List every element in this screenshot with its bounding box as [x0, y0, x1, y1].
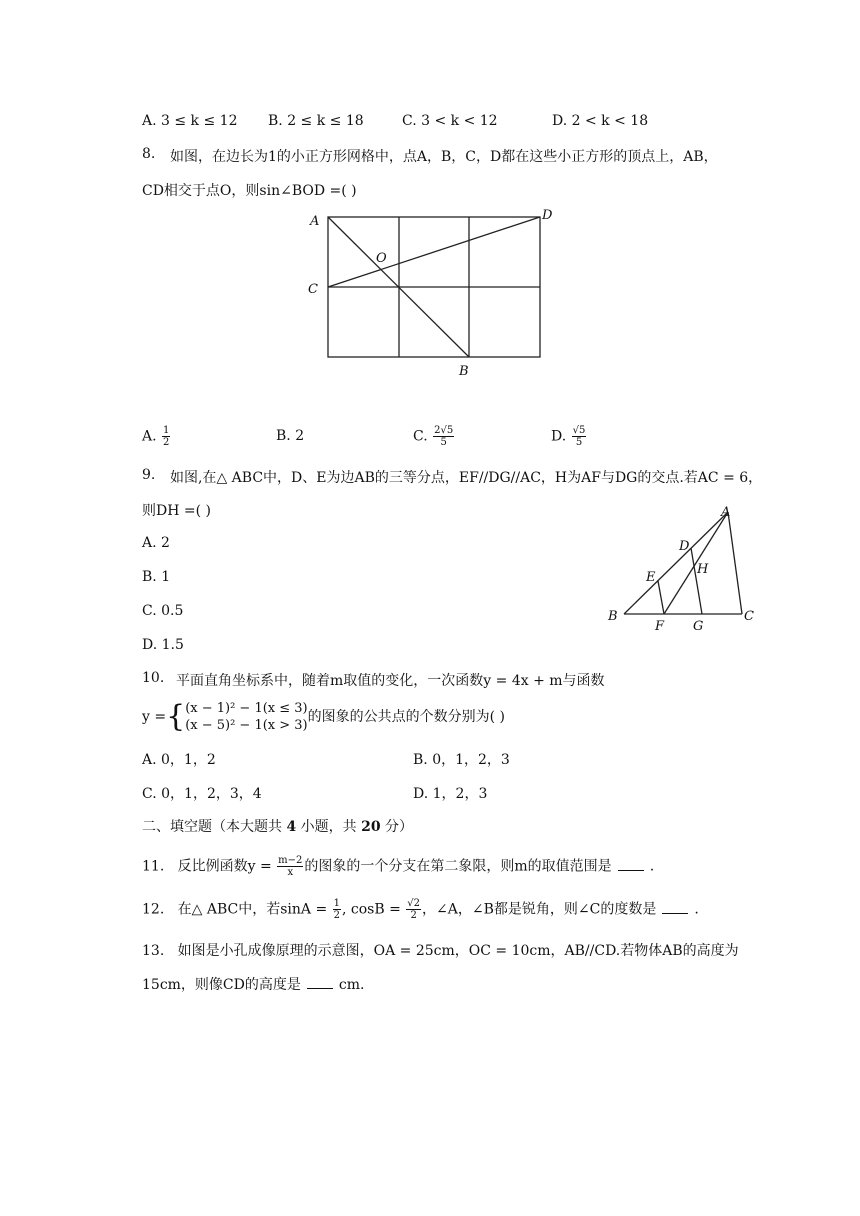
q9-option-c: C. 0.5 — [142, 603, 184, 619]
q9-option-b: B. 1 — [142, 569, 171, 585]
q13-stem-line1: 13. 如图是小孔成像原理的示意图，OA = 25cm，OC = 10cm，AB//CD.若物体AB的高度为 — [142, 943, 739, 959]
q8-number: 8. — [142, 146, 156, 162]
question-12: 12. 在△ ABC中，若sinA = $\frac{1}{2}$ , cosB = $\frac{√2}{2}$ ，∠A，∠B都是锐角，则∠C的度数是 . — [142, 898, 699, 921]
q9-triangle-figure — [600, 500, 760, 635]
q9-option-a: A. 2 — [142, 535, 170, 551]
q7-option-a: A. 3 ≤ k ≤ 12 — [142, 113, 238, 129]
q8-option-b: B. 2 — [276, 428, 305, 444]
q9-label-b: B — [608, 609, 618, 624]
q10-stem-line1: 平面直角坐标系中，随着m取值的变化，一次函数y = 4x + m与函数 — [176, 673, 605, 689]
q8-option-a: A. $\frac{1}{2}$ — [142, 425, 170, 448]
q9-label-g: G — [693, 619, 704, 634]
q9-stem-line1: 如图,在△ ABC中，D、E为边AB的三等分点，EF//DG//AC，H为AF与DG的交点.若AC = 6， — [170, 470, 763, 486]
q8-label-o: O — [376, 251, 387, 266]
q13-stem-line2: 15cm，则像CD的高度是 cm. — [142, 977, 365, 993]
question-11: 11. 反比例函数y = $\frac{m-2}{x}$ 的图象的一个分支在第二象限，则m的取值范围是 . — [142, 855, 655, 878]
q8-label-d: D — [542, 208, 553, 223]
q10-option-c: C. 0，1，2，3，4 — [142, 786, 262, 802]
q9-label-d: D — [679, 539, 690, 554]
q9-label-h: H — [697, 562, 709, 577]
q7-option-d: D. 2 < k < 18 — [552, 113, 649, 129]
section-2-heading: 二、填空题（本大题共 4 小题，共 20 分） — [142, 819, 414, 835]
q9-stem-line2: 则DH =( ) — [142, 503, 211, 519]
q13-answer-blank[interactable] — [307, 976, 333, 989]
q8-stem-line2: CD相交于点O，则sin∠BOD =( ) — [142, 183, 357, 199]
q7-option-c: C. 3 < k < 12 — [402, 113, 498, 129]
q9-option-d: D. 1.5 — [142, 637, 184, 653]
q9-number: 9. — [142, 467, 156, 483]
q10-option-d: D. 1，2，3 — [413, 786, 488, 802]
q9-label-a: A — [721, 505, 731, 520]
q8-option-c: C. $\frac{2√5}{5}$ — [413, 425, 454, 448]
q11-answer-blank[interactable] — [618, 858, 644, 871]
q9-label-f: F — [655, 619, 665, 634]
q8-option-d: D. $\frac{√5}{5}$ — [551, 425, 586, 448]
q9-label-c: C — [744, 609, 754, 624]
q8-label-c: C — [308, 282, 318, 297]
q8-stem-line1: 如图，在边长为1的小正方形网格中，点A，B，C，D都在这些小正方形的顶点上，AB， — [170, 149, 718, 165]
q10-option-a: A. 0，1，2 — [142, 752, 216, 768]
q10-option-b: B. 0，1，2，3 — [413, 752, 510, 768]
q9-label-e: E — [646, 570, 656, 585]
q8-label-a: A — [310, 214, 320, 229]
q8-label-b: B — [459, 364, 469, 379]
q8-grid-figure — [300, 205, 560, 385]
q10-number: 10. — [142, 670, 165, 686]
q10-piecewise: y ={ (x − 1)² − 1(x ≤ 3) (x − 5)² − 1(x > 3) 的图象的公共点的个数分别为( ) — [142, 699, 506, 734]
q12-answer-blank[interactable] — [662, 901, 688, 914]
q7-option-b: B. 2 ≤ k ≤ 18 — [268, 113, 364, 129]
